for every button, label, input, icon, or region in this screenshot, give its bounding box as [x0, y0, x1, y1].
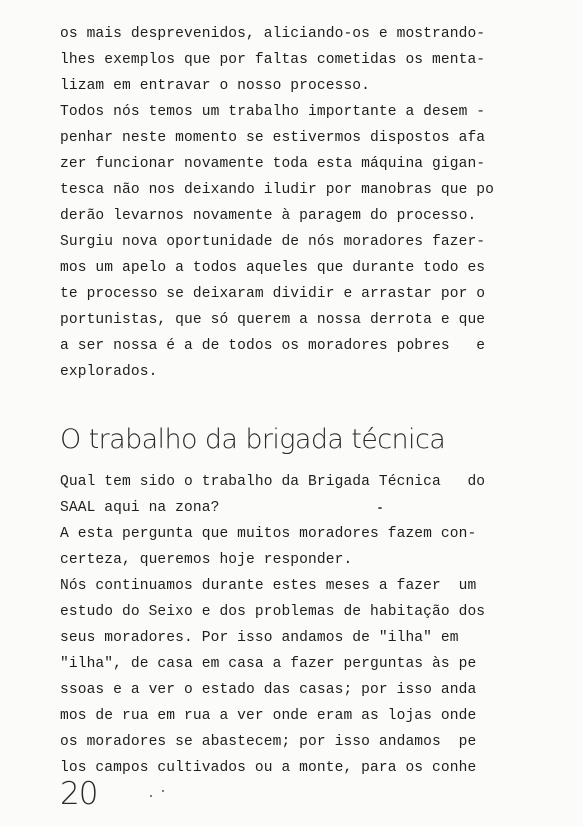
- text-line: certeza, queremos hoje responder.: [60, 552, 353, 568]
- text-line: a ser nossa é a de todos os moradores pobres e: [60, 338, 486, 354]
- text-line: zer funcionar novamente toda esta máquina gigan-: [60, 156, 486, 172]
- text-line: Surgiu nova oportunidade de nós moradores fazer-: [60, 234, 486, 250]
- text-line: Nós continuamos durante estes meses a fazer um: [60, 578, 477, 594]
- ink-speck: [378, 507, 382, 509]
- text-line: derão levarnos novamente à paragem do processo.: [60, 208, 477, 224]
- text-line: os mais desprevenidos, aliciando-os e mostrando-: [60, 26, 486, 42]
- text-line: tesca não nos deixando iludir por manobras que po: [60, 182, 495, 198]
- text-line: SAAL aqui na zona?: [60, 500, 220, 516]
- text-line: "ilha", de casa em casa a fazer perguntas às pe: [60, 656, 477, 672]
- text-line: estudo do Seixo e dos problemas de habitação dos: [60, 604, 486, 620]
- text-line: lhes exemplos que por faltas cometidas os menta-: [60, 52, 486, 68]
- text-line: portunistas, que só querem a nossa derrota e que: [60, 312, 486, 328]
- text-line: os moradores se abastecem; por isso andamos pe: [60, 734, 477, 750]
- text-line: los campos cultivados ou a monte, para os conhe: [60, 760, 477, 776]
- text-line: ssoas e a ver o estado das casas; por isso anda: [60, 682, 477, 698]
- text-line: lizam em entravar o nosso processo.: [60, 78, 371, 94]
- ink-speck: [162, 790, 164, 792]
- text-line: Qual tem sido o trabalho da Brigada Técnica do: [60, 474, 486, 490]
- text-line: mos de rua em rua a ver onde eram as lojas onde: [60, 708, 477, 724]
- section-heading: O trabalho da brigada técnica: [60, 424, 446, 455]
- text-line: mos um apelo a todos aqueles que durante todo es: [60, 260, 486, 276]
- text-line: A esta pergunta que muitos moradores fazem con-: [60, 526, 477, 542]
- text-line: seus moradores. Por isso andamos de "ilha" em: [60, 630, 459, 646]
- text-line: Todos nós temos um trabalho importante a desem -: [60, 104, 486, 120]
- page-number: 20: [60, 776, 98, 812]
- text-line: penhar neste momento se estivermos dispostos afa: [60, 130, 486, 146]
- ink-speck: [150, 795, 152, 797]
- text-line: te processo se deixaram dividir e arrastar por o: [60, 286, 486, 302]
- text-line: explorados.: [60, 364, 158, 380]
